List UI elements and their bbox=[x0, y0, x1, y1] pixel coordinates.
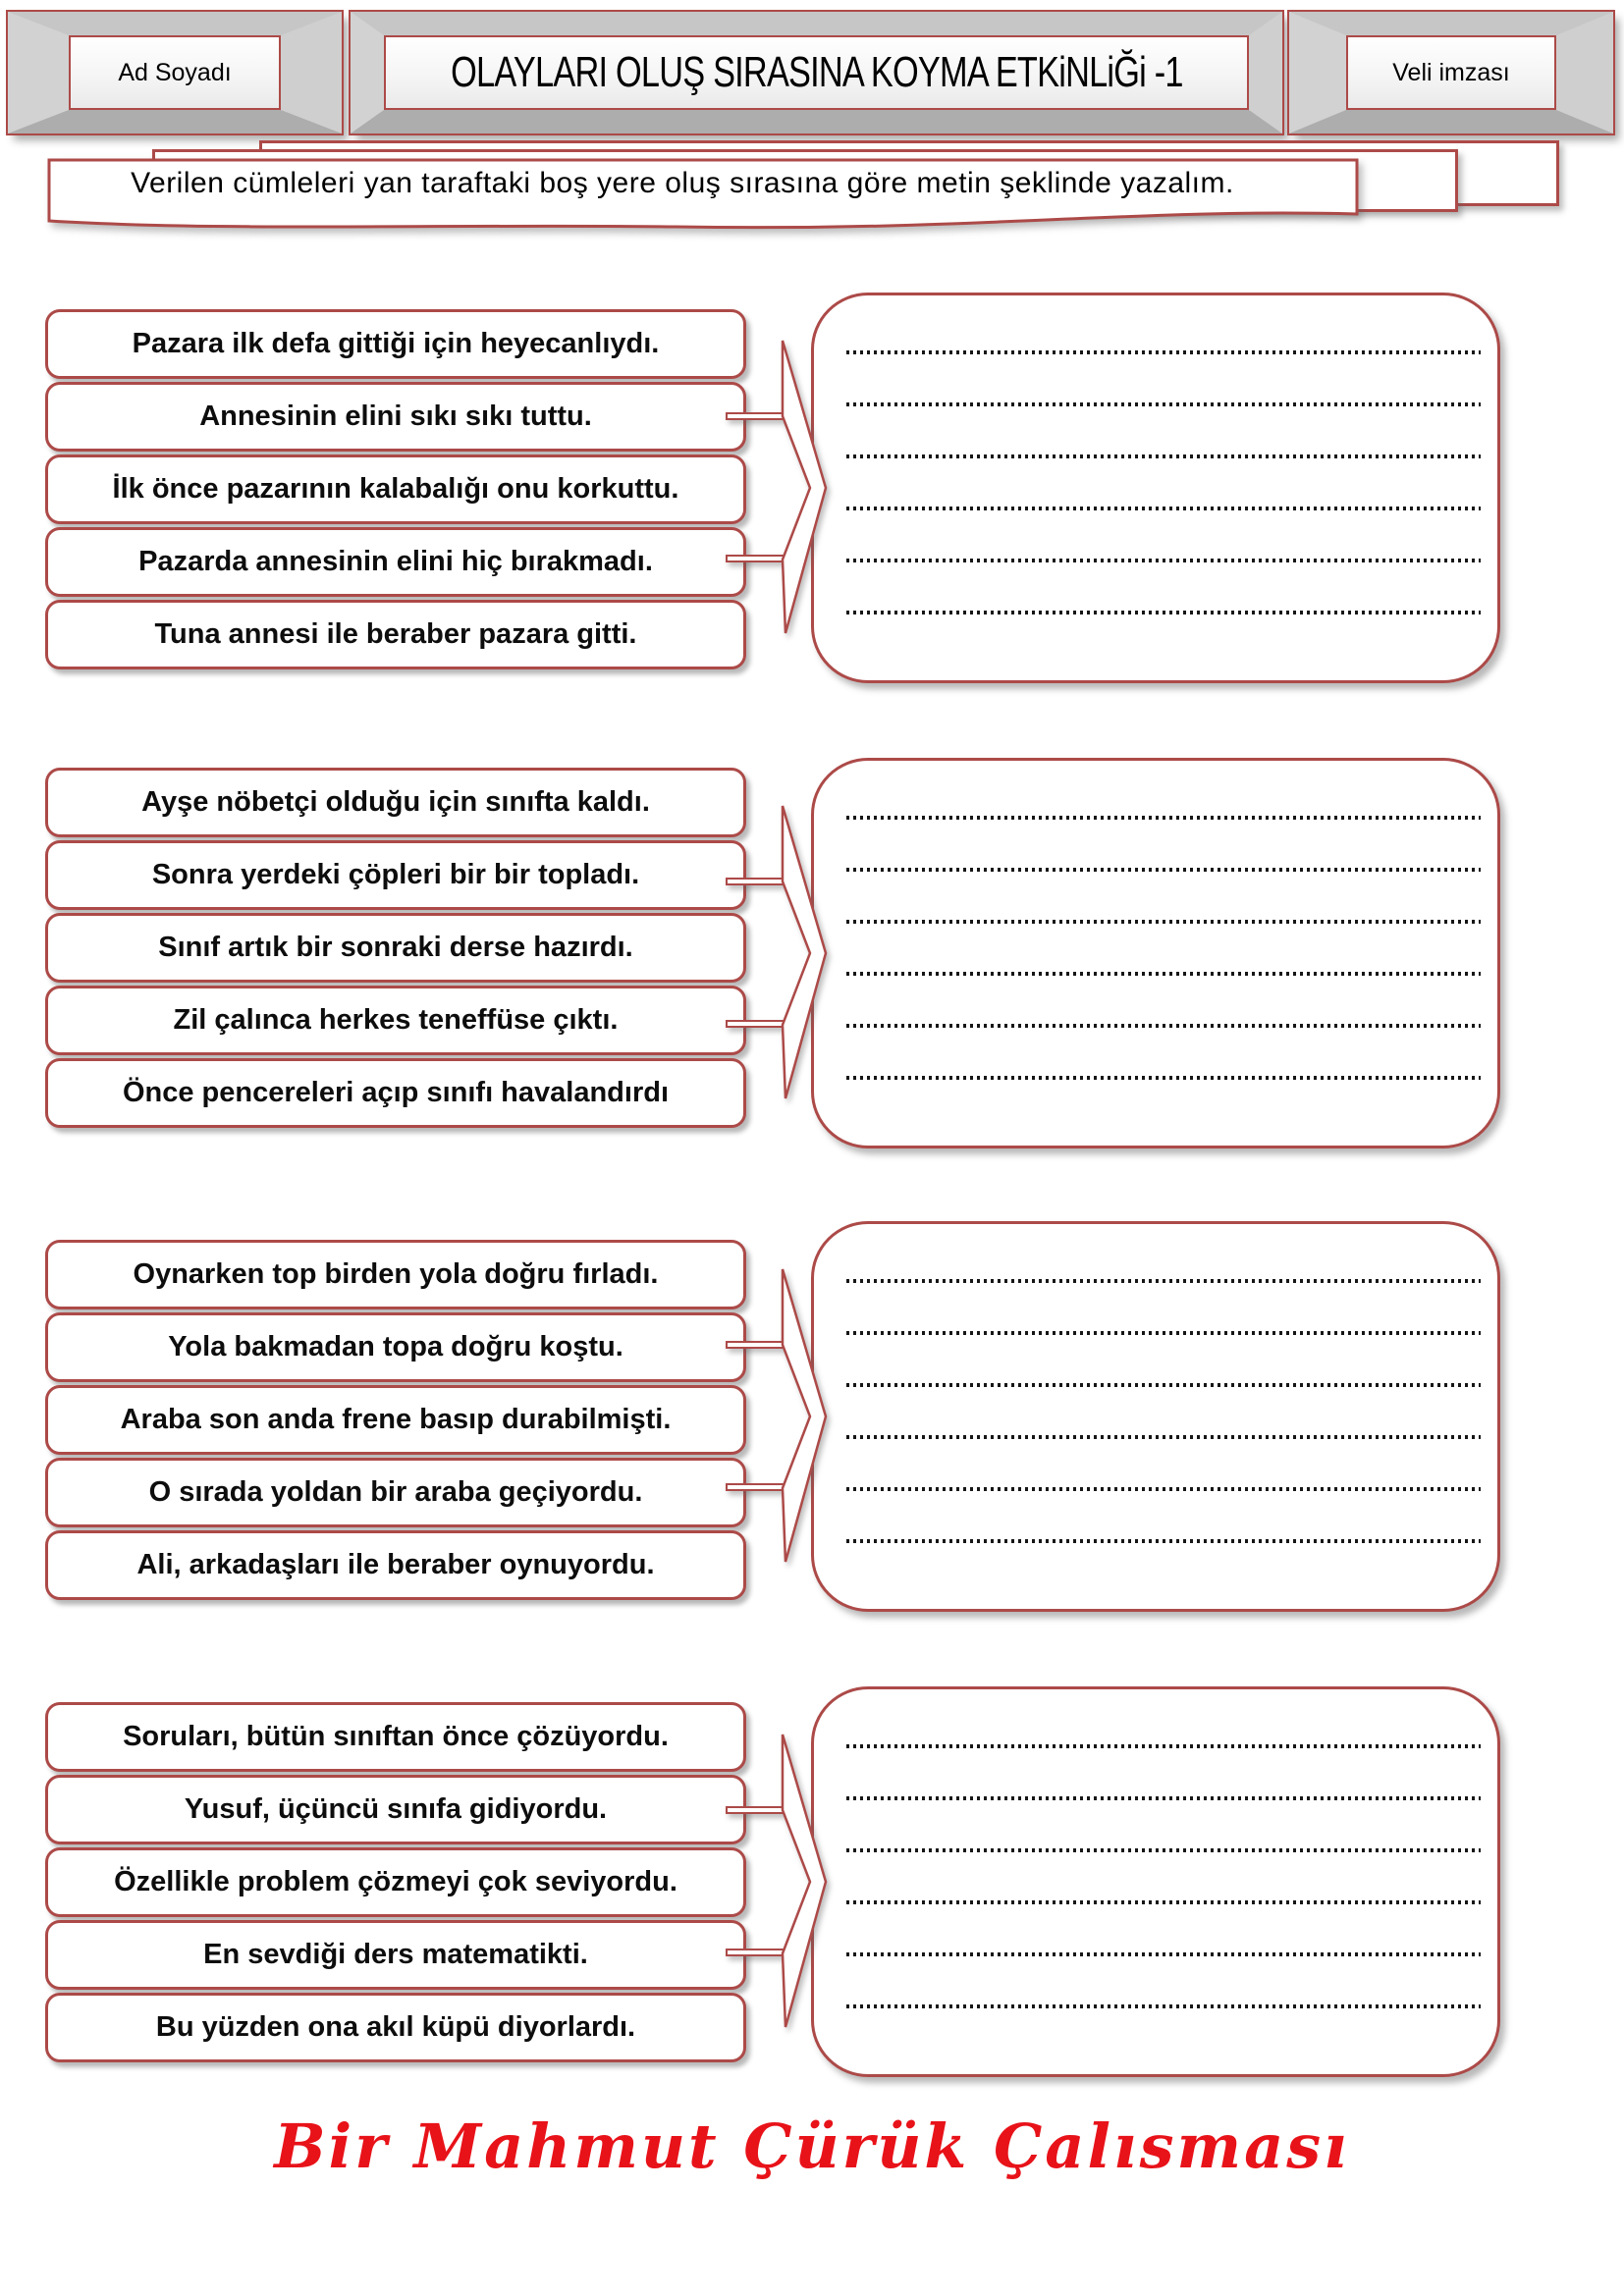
dotted-line bbox=[846, 611, 1481, 614]
dotted-line bbox=[846, 816, 1481, 820]
dotted-line bbox=[846, 1952, 1481, 1956]
dotted-line bbox=[846, 1383, 1481, 1387]
dotted-line bbox=[846, 1435, 1481, 1439]
dotted-line bbox=[846, 1076, 1481, 1080]
dotted-line bbox=[846, 920, 1481, 924]
dotted-line bbox=[846, 402, 1481, 406]
name-label: Ad Soyadı bbox=[118, 58, 232, 86]
worksheet-title-frame bbox=[351, 12, 1282, 133]
sentence-box: Pazarda annesinin elini hiç bırakmadı. bbox=[45, 527, 746, 597]
sentence-box: Yusuf, üçüncü sınıfa gidiyordu. bbox=[45, 1775, 746, 1844]
sentence-box: Oynarken top birden yola doğru fırladı. bbox=[45, 1240, 746, 1309]
sentence-box: İlk önce pazarının kalabalığı onu korkuttu. bbox=[45, 454, 746, 524]
dotted-line bbox=[846, 1024, 1481, 1028]
sentence-box: Ayşe nöbetçi olduğu için sınıfta kaldı. bbox=[45, 768, 746, 837]
dotted-line bbox=[846, 1848, 1481, 1852]
sentence-box: Soruları, bütün sınıftan önce çözüyordu. bbox=[45, 1702, 746, 1772]
dotted-line bbox=[846, 1539, 1481, 1543]
merge-arrow-icon bbox=[722, 332, 835, 646]
sentence-box: Bu yüzden ona akıl küpü diyorlardı. bbox=[45, 1993, 746, 2062]
dotted-line bbox=[846, 1744, 1481, 1748]
merge-arrow-icon bbox=[722, 797, 835, 1111]
sentence-box: O sırada yoldan bir araba geçiyordu. bbox=[45, 1458, 746, 1527]
sentence-box: Zil çalınca herkes teneffüse çıktı. bbox=[45, 986, 746, 1055]
dotted-line bbox=[846, 454, 1481, 458]
sentence-box: Önce pencereleri açıp sınıfı havalandırdı bbox=[45, 1058, 746, 1128]
sentence-box: Yola bakmadan topa doğru koştu. bbox=[45, 1312, 746, 1382]
sentence-box: En sevdiği ders matematikti. bbox=[45, 1920, 746, 1990]
dotted-line bbox=[846, 1331, 1481, 1335]
dotted-line bbox=[846, 507, 1481, 510]
sentence-box: Sonra yerdeki çöpleri bir bir topladı. bbox=[45, 840, 746, 910]
sentence-box: Pazara ilk defa gittiği için heyecanlıydı. bbox=[45, 309, 746, 379]
sentence-box: Ali, arkadaşları ile beraber oynuyordu. bbox=[45, 1530, 746, 1600]
instruction-text: Verilen cümleleri yan taraftaki boş yere oluş sırasına göre metin şeklinde yazalım. bbox=[131, 167, 1234, 199]
dotted-line bbox=[846, 972, 1481, 976]
dotted-line bbox=[846, 868, 1481, 872]
dotted-line bbox=[846, 350, 1481, 354]
dotted-line bbox=[846, 1279, 1481, 1283]
sentence-box: Tuna annesi ile beraber pazara gitti. bbox=[45, 600, 746, 669]
page-title: OLAYLARI OLUŞ SIRASINA KOYMA ETKiNLiĞi -1 bbox=[450, 48, 1183, 96]
signature-field-frame bbox=[1289, 12, 1613, 133]
dotted-line bbox=[846, 1487, 1481, 1491]
merge-arrow-icon bbox=[722, 1260, 835, 1575]
dotted-line bbox=[846, 2004, 1481, 2008]
sentence-box: Özellikle problem çözmeyi çok seviyordu. bbox=[45, 1847, 746, 1917]
name-field-frame bbox=[8, 12, 342, 133]
dotted-line bbox=[846, 1900, 1481, 1904]
credit-text: Bir Mahmut Çürük Çalısması bbox=[274, 2110, 1350, 2182]
dotted-line bbox=[846, 559, 1481, 562]
merge-arrow-icon bbox=[722, 1726, 835, 2040]
dotted-line bbox=[846, 1796, 1481, 1800]
signature-label: Veli imzası bbox=[1392, 58, 1510, 86]
sentence-box: Sınıf artık bir sonraki derse hazırdı. bbox=[45, 913, 746, 983]
sentence-box: Araba son anda frene basıp durabilmişti. bbox=[45, 1385, 746, 1455]
sentence-box: Annesinin elini sıkı sıkı tuttu. bbox=[45, 382, 746, 452]
